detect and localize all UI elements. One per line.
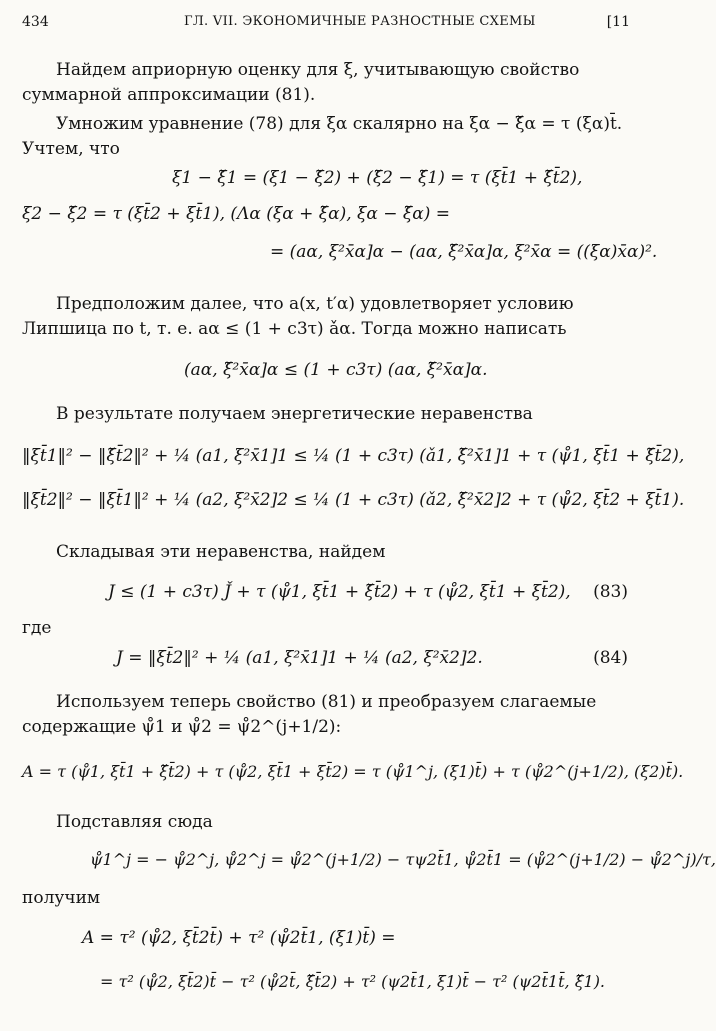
page-header xyxy=(22,14,630,40)
word-obtain: получим xyxy=(22,888,101,908)
equation-A2: A = τ² (ψ̊2, ξt̄2t̄) + τ² (ψ̊2t̄1, (ξ1)t̄) = xyxy=(82,928,396,948)
equation-6: ‖ξt̄2‖² − ‖ξt̄1‖² + ¼ (a2, ξ²x̄2]2 ≤ ¼ (1 + c3τ) (ǎ2, ξ̌²x̄2]2 + τ (ψ̊2, ξt̄2 + ξt̄1). xyxy=(22,490,685,510)
equation-number-84: (84) xyxy=(593,648,628,668)
equation-1: ξ1 − ξ̌1 = (ξ1 − ξ̌2) + (ξ̌2 − ξ̌1) = τ (ξt̄1 + ξ̌t̄2), xyxy=(172,168,583,188)
equation-5: ‖ξt̄1‖² − ‖ξ̌t̄2‖² + ¼ (a1, ξ²x̄1]1 ≤ ¼ (1 + c3τ) (ǎ1, ξ̌²x̄1]1 + τ (ψ̊1, ξt̄1 + ξ̌t̄2), xyxy=(22,446,685,466)
equation-A3: = τ² (ψ̊2, ξt̄2)t̄ − τ² (ψ̊2t̄, ξ̌t̄2) + τ² (ψ2t̄1, ξ1)t̄ − τ² (ψ2t̄1t̄, ξ̌1). xyxy=(100,972,606,991)
paragraph-5: Складывая эти неравенства, найдем xyxy=(56,542,386,562)
paragraph-6: Используем теперь свойство (81) и преобразуем слагаемые содержащие ψ̊1 и ψ̊2 = ψ̊2^(j+1/2): xyxy=(22,692,597,737)
paragraph-3: Предположим далее, что a(x, t′α) удовлетворяет условию Липшица по t, т. е. aα ≤ (1 + c3τ) ǎα. Тогда можно написать xyxy=(22,294,574,339)
section-number: [11 xyxy=(606,14,630,30)
equation-A1: A = τ (ψ̊1, ξt̄1 + ξ̌t̄2) + τ (ψ̊2, ξt̄1 + ξt̄2) = τ (ψ̊1^j, (ξ1)t̄) + τ (ψ̊2^(j+1/2), (ξ2)t̄). xyxy=(22,762,684,781)
equation-2: ξ2 − ξ̌2 = τ (ξt̄2 + ξt̄1), (Λα (ξα + ξ̌α), ξα − ξ̌α) = xyxy=(22,204,451,224)
page-number: 434 xyxy=(22,14,49,30)
paragraph-1: Найдем априорную оценку для ξ, учитывающую свойство суммарной аппроксимации (81). xyxy=(22,60,580,105)
equation-3: = (aα, ξ²x̄α]α − (aα, ξ̌²x̄α]α, ξ²x̄α = ((ξα)x̄α)². xyxy=(270,242,658,262)
running-title: ГЛ. VII. ЭКОНОМИЧНЫЕ РАЗНОСТНЫЕ СХЕМЫ xyxy=(184,14,536,29)
equation-84: J = ‖ξt̄2‖² + ¼ (a1, ξ²x̄1]1 + ¼ (a2, ξ²x̄2]2. xyxy=(116,648,483,668)
equation-number-83: (83) xyxy=(593,582,628,602)
equation-psi: ψ̊1^j = − ψ̊2^j, ψ̊2^j = ψ̊2^(j+1/2) − τψ2t̄1, ψ̊2t̄1 = (ψ̊2^(j+1/2) − ψ̊2^j)/τ, xyxy=(90,850,716,869)
word-where: где xyxy=(22,618,52,638)
paragraph-4: В результате получаем энергетические неравенства xyxy=(56,404,533,424)
equation-83: J ≤ (1 + c3τ) J̌ + τ (ψ̊1, ξt̄1 + ξ̌t̄2) + τ (ψ̊2, ξt̄1 + ξt̄2), xyxy=(108,582,571,602)
equation-4: (aα, ξ̌²x̄α]α ≤ (1 + c3τ) (aα, ξ̌²x̄α]α. xyxy=(184,360,488,380)
paragraph-2: Умножим уравнение (78) для ξα скалярно на ξα − ξ̌α = τ (ξα)t̄. Учтем, что xyxy=(22,114,623,159)
paragraph-7: Подставляя сюда xyxy=(56,812,213,832)
